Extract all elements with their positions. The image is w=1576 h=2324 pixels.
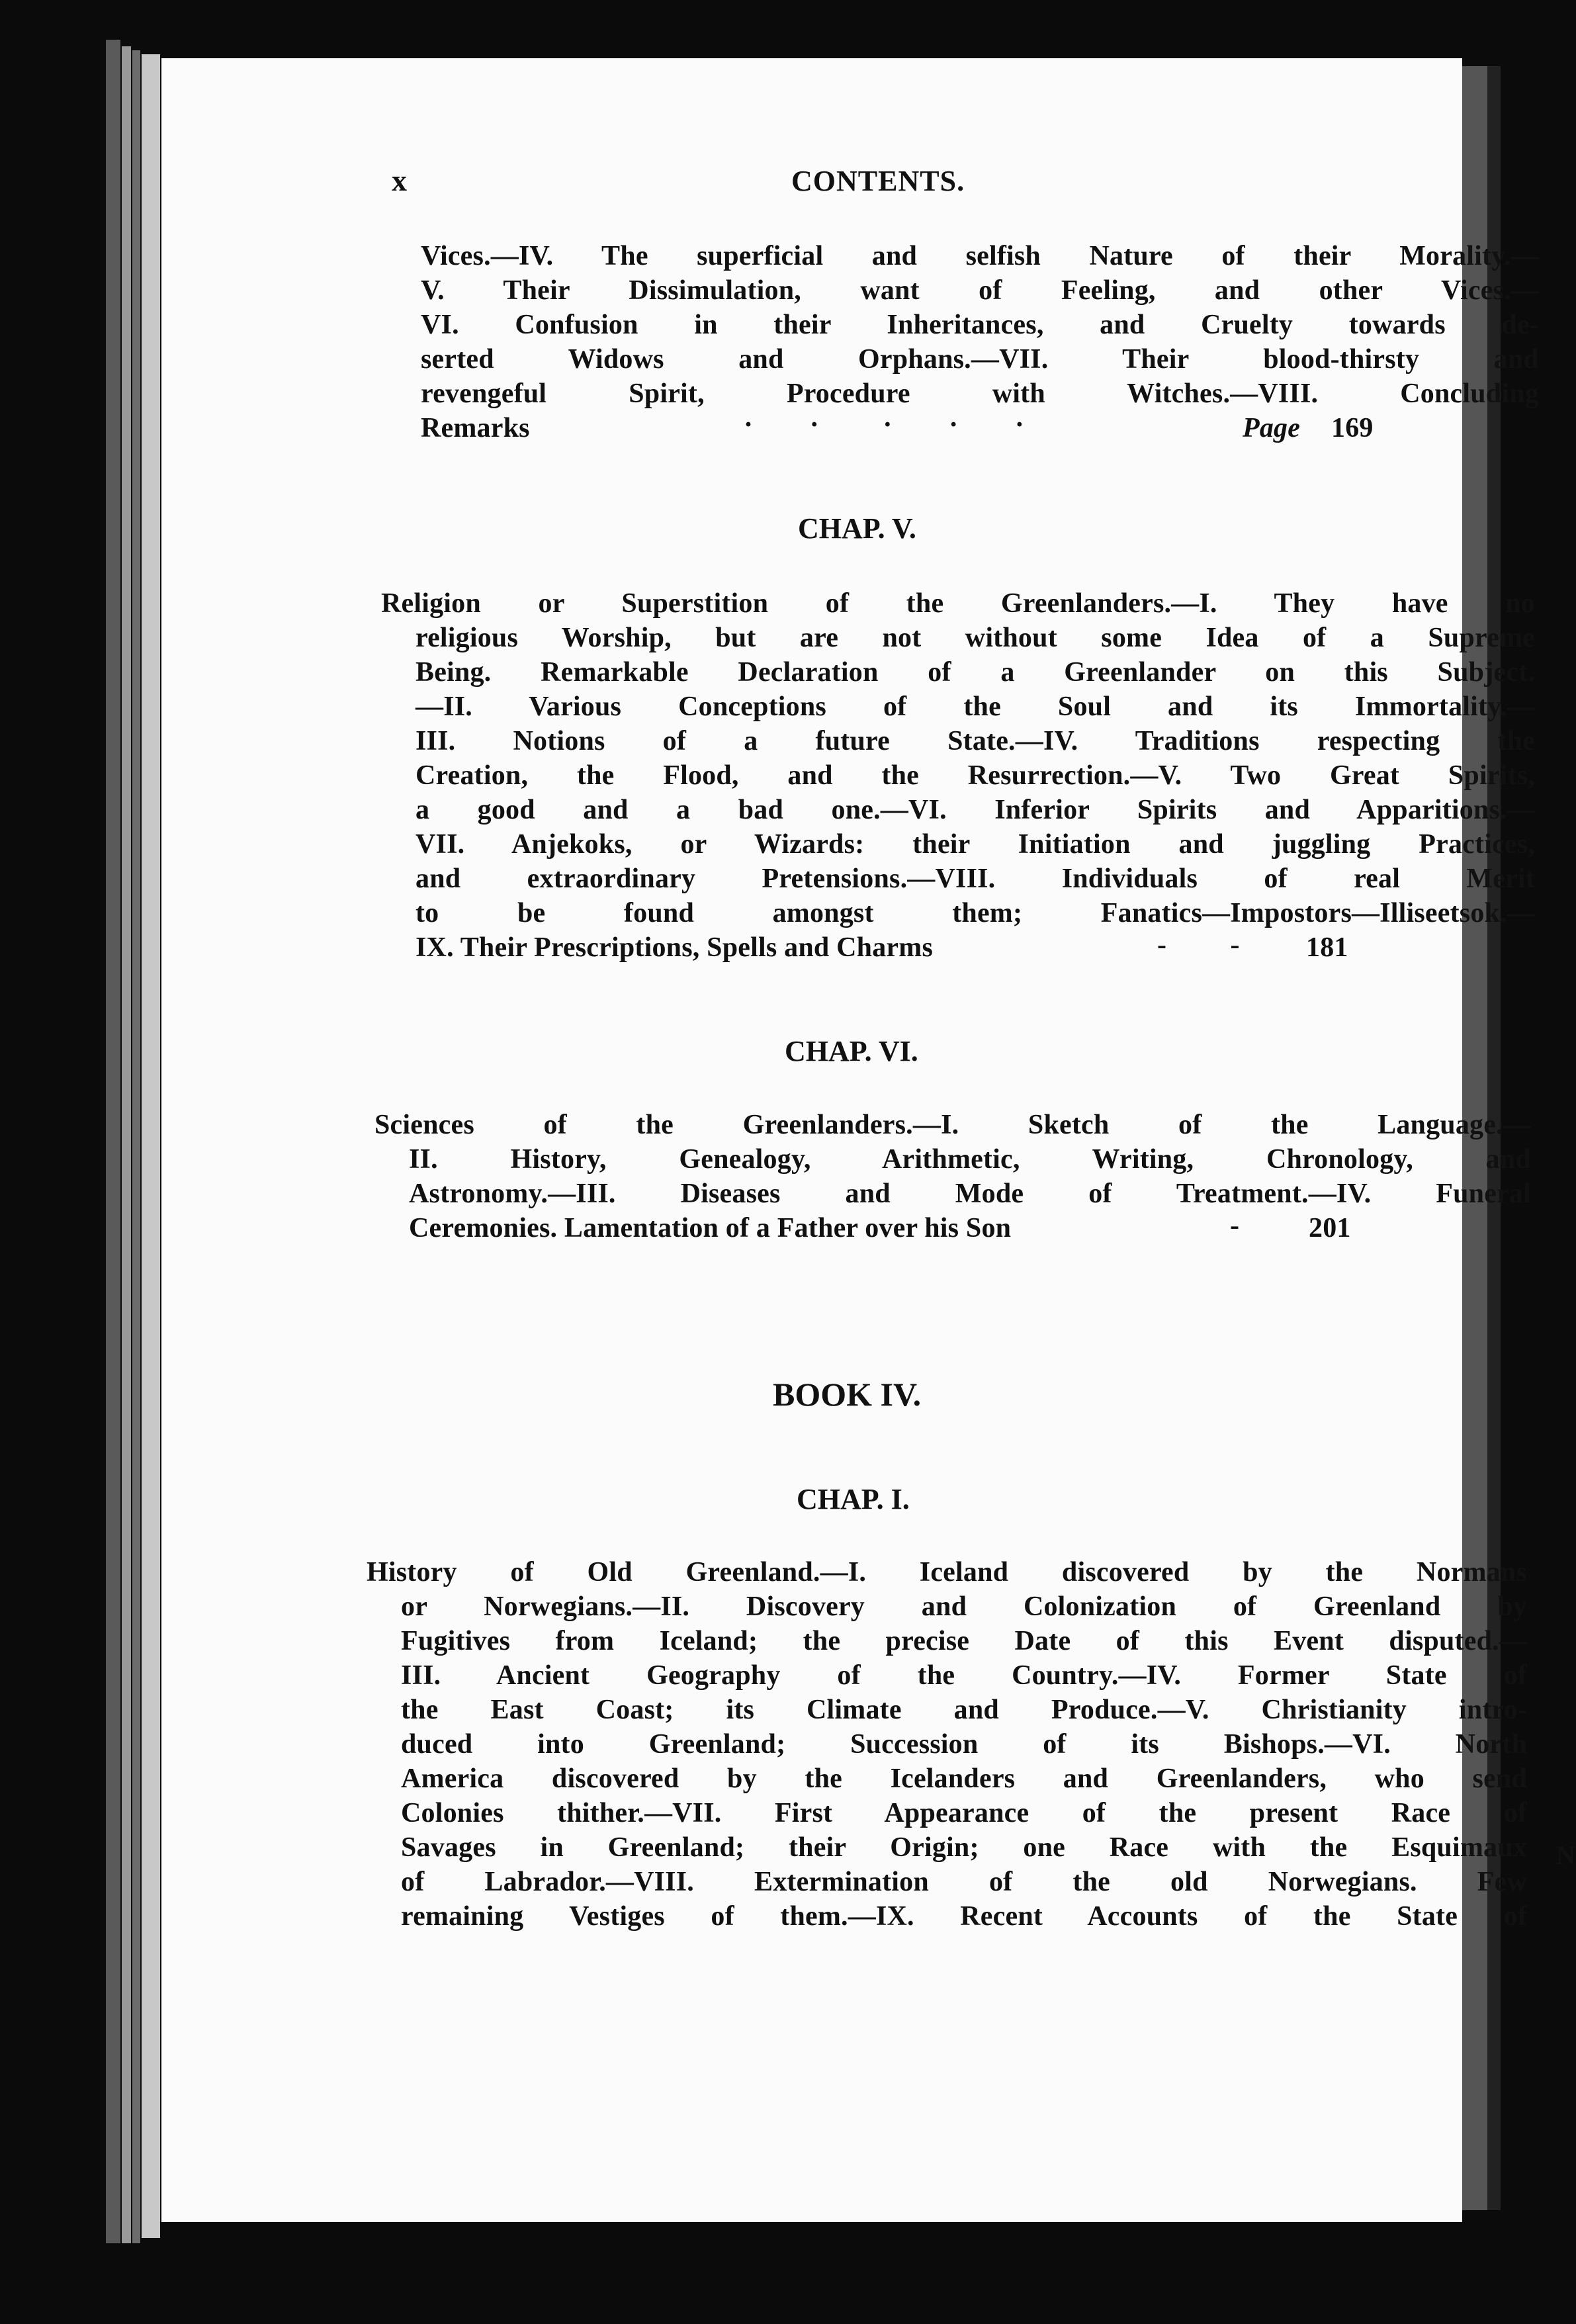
toc-line: III. Ancient Geography of the Country.—IV. Former State of (401, 1660, 1527, 1691)
toc-line: of Labrador.—VIII. Extermination of the old Norwegians. Few (401, 1867, 1527, 1897)
toc-line: a good and a bad one.—VI. Inferior Spirits and Apparitions.— (416, 795, 1535, 825)
toc-line: III. Notions of a future State.—IV. Traditions respecting the (416, 726, 1535, 756)
toc-line: VII. Anjekoks, or Wizards: their Initiation and juggling Practices, (416, 829, 1535, 860)
book-edge (106, 40, 120, 2243)
page-label: Page (1243, 413, 1301, 443)
toc-line: Colonies thither.—VII. First Appearance of the present Race of (401, 1798, 1527, 1828)
page-number: 169 (1331, 413, 1374, 443)
toc-line: religious Worship, but are not without some Idea of a Supreme (416, 623, 1535, 653)
leader-dots: - (1230, 1210, 1240, 1241)
chapter-heading: CHAP. I. (797, 1483, 910, 1515)
toc-line: serted Widows and Orphans.—VII. Their blood-thirsty and (421, 344, 1539, 375)
toc-line: Creation, the Flood, and the Resurrection.—V. Two Great Spirits, (416, 760, 1535, 791)
toc-line: Sciences of the Greenlanders.—I. Sketch of the Language.— (374, 1110, 1531, 1140)
page-number: 201 (1309, 1213, 1351, 1243)
toc-line: duced into Greenland; Succession of its Bishops.—VI. North (401, 1729, 1527, 1760)
chapter-heading: CHAP. VI. (785, 1035, 918, 1067)
leader-dots: - - (1157, 930, 1240, 960)
toc-line: —II. Various Conceptions of the Soul and its Immortality.— (416, 692, 1535, 722)
page-number: 181 (1306, 932, 1348, 963)
toc-line: revengeful Spirit, Procedure with Witches.—VIII. Concluding (421, 379, 1539, 409)
toc-line-last: Ceremonies. Lamentation of a Father over his Son (409, 1213, 1012, 1243)
toc-line: VI. Confusion in their Inheritances, and Cruelty towards de- (421, 310, 1539, 340)
toc-line-last: Remarks (421, 413, 530, 443)
toc-line: or Norwegians.—II. Discovery and Colonization of Greenland by (401, 1591, 1527, 1622)
book-page (161, 58, 1539, 2222)
right-margin-letter: N (1556, 1840, 1575, 1870)
book-edge (122, 46, 131, 2243)
toc-line: Being. Remarkable Declaration of a Greenlander on this Subject. (416, 657, 1535, 688)
toc-line-last: IX. Their Prescriptions, Spells and Charms (416, 932, 933, 963)
toc-line: V. Their Dissimulation, want of Feeling, and other Vices.— (421, 275, 1539, 306)
book-edge (142, 54, 160, 2238)
toc-line: History of Old Greenland.—I. Iceland discovered by the Normans (367, 1557, 1527, 1587)
chapter-heading: CHAP. V. (798, 512, 916, 545)
leader-dots: · · · · · (744, 410, 1025, 440)
toc-line: Fugitives from Iceland; the precise Date of this Event disputed.— (401, 1626, 1527, 1656)
toc-line: Savages in Greenland; their Origin; one Race with the Esquimaux (401, 1832, 1527, 1863)
toc-line: remaining Vestiges of them.—IX. Recent Accounts of the State of (401, 1901, 1527, 1932)
book-edge (132, 50, 140, 2243)
toc-line: Religion or Superstition of the Greenlanders.—I. They have no (381, 588, 1535, 619)
toc-line: II. History, Genealogy, Arithmetic, Writing, Chronology, and (409, 1144, 1531, 1175)
toc-line: the East Coast; its Climate and Produce.—V. Christianity intro- (401, 1695, 1527, 1725)
toc-line: to be found amongst them; Fanatics—Impostors—Illiseetsok.— (416, 898, 1535, 928)
toc-line: and extraordinary Pretensions.—VIII. Individuals of real Merit (416, 864, 1535, 894)
running-title: CONTENTS. (791, 165, 965, 197)
toc-line: Vices.—IV. The superficial and selfish Nature of their Morality.— (421, 241, 1539, 271)
page-numeral: x (392, 163, 407, 197)
toc-line: America discovered by the Icelanders and Greenlanders, who send (401, 1764, 1527, 1794)
toc-line: Astronomy.—III. Diseases and Mode of Treatment.—IV. Funeral (409, 1179, 1531, 1209)
book-heading: BOOK IV. (773, 1376, 922, 1413)
